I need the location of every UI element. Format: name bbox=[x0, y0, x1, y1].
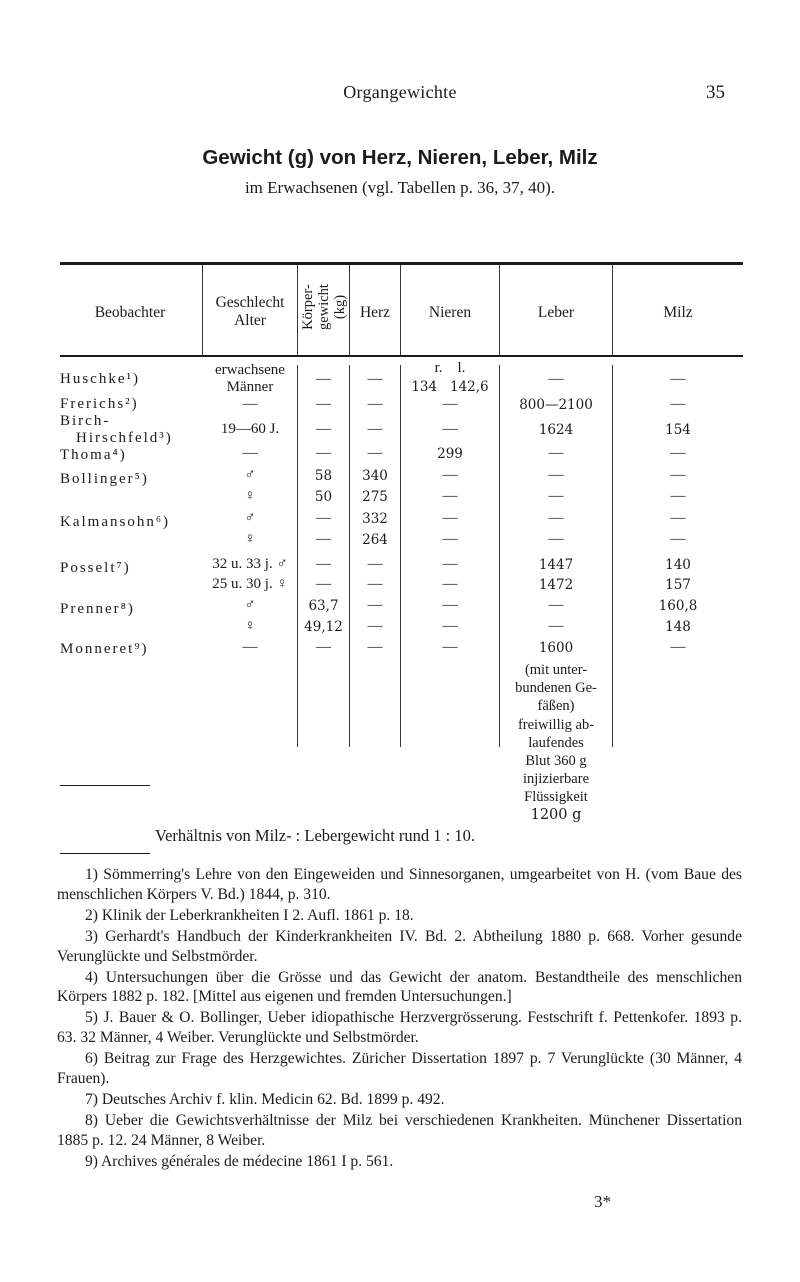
body-weight: — bbox=[316, 445, 331, 461]
observer-name: Bollinger⁵) bbox=[60, 471, 149, 487]
liver-weight: 1600 bbox=[538, 640, 574, 656]
sex-age: ♂ bbox=[244, 597, 256, 613]
spleen-weight: 160,8 bbox=[658, 598, 698, 614]
spleen-weight: — bbox=[670, 396, 686, 412]
spleen-weight: — bbox=[670, 488, 686, 504]
observer-name: Posselt⁷) bbox=[60, 560, 131, 576]
footnote: 1) Sömmerring's Lehre von den Eingeweiden und Sinnesorganen, umgearbeitet von H. (vom Baue des menschlichen Körpers V. Bd.) 1844, p. 310. bbox=[57, 866, 742, 903]
body-weight: — bbox=[316, 396, 331, 412]
page-number: 35 bbox=[706, 82, 725, 103]
body-weight: — bbox=[316, 576, 331, 592]
heart-weight: — bbox=[367, 618, 383, 634]
spleen-weight: — bbox=[670, 531, 686, 547]
observer-name: Monneret⁹) bbox=[60, 641, 149, 657]
liver-weight: 1472 bbox=[538, 577, 574, 593]
liver-weight: — bbox=[548, 618, 564, 634]
body-weight: 58 bbox=[314, 468, 333, 484]
footnote-rule bbox=[60, 853, 150, 854]
heart-weight: 340 bbox=[362, 468, 388, 484]
body-weight: — bbox=[316, 639, 331, 655]
spleen-weight: — bbox=[670, 639, 686, 655]
sex-age: — bbox=[242, 445, 258, 461]
sex-age: ♀ bbox=[244, 488, 256, 504]
header-liver: Leber bbox=[537, 304, 575, 321]
observer-name: Huschke¹) bbox=[60, 371, 140, 387]
footnote: 9) Archives générales de médecine 1861 I p. 561. bbox=[85, 1152, 394, 1170]
observer-name: Prenner⁸) bbox=[60, 601, 135, 617]
spleen-weight: — bbox=[670, 445, 686, 461]
spleen-weight: 154 bbox=[665, 422, 691, 438]
kidney-weight: — bbox=[442, 421, 458, 437]
kidney-weight: — bbox=[442, 556, 458, 572]
liver-weight: — bbox=[548, 597, 564, 613]
footnote: 8) Ueber die Gewichtsverhältnisse der Milz bei verschiedenen Krankheiten. Münchener Dissertation 1885 p. 12. 24 Männer, 8 Weiber. bbox=[57, 1111, 742, 1149]
table-bottom-rule bbox=[60, 785, 150, 786]
observer-name: Birch- bbox=[60, 413, 111, 429]
kidney-weight: 299 bbox=[437, 446, 463, 462]
kidney-weight: — bbox=[442, 576, 458, 592]
liver-weight: 1624 bbox=[538, 422, 574, 438]
kidney-weight: — bbox=[442, 510, 458, 526]
liver-note: (mit unter- bbox=[524, 662, 588, 678]
heart-weight: 332 bbox=[362, 511, 388, 527]
liver-note: bundenen Ge- bbox=[515, 680, 597, 696]
body-weight: 49,12 bbox=[304, 619, 343, 635]
kidney-weight: — bbox=[442, 488, 458, 504]
liver-weight: — bbox=[548, 371, 564, 387]
liver-note: laufendes bbox=[528, 735, 584, 751]
sex-age: ♀ bbox=[244, 531, 256, 547]
footnotes bbox=[57, 865, 742, 1173]
sex-age: 19—60 J. bbox=[220, 421, 280, 437]
liver-note: fäßen) bbox=[537, 698, 575, 714]
heart-weight: — bbox=[367, 421, 383, 437]
liver-note: freiwillig ab- bbox=[517, 717, 595, 733]
body-weight: — bbox=[316, 371, 331, 387]
body-weight: — bbox=[316, 556, 331, 572]
observer-name: Thoma⁴) bbox=[60, 447, 127, 463]
header-body-weight: Körper- gewicht (kg) bbox=[300, 284, 348, 330]
body-weight: 63,7 bbox=[308, 598, 339, 614]
observer-name: Frerichs²) bbox=[60, 396, 139, 412]
liver-weight: — bbox=[548, 510, 564, 526]
kidney-weight: — bbox=[442, 597, 458, 613]
header-heart: Herz bbox=[359, 304, 391, 321]
table-subtitle: im Erwachsenen (vgl. Tabellen p. 36, 37, 40). bbox=[244, 178, 556, 197]
liver-note: injizierbare bbox=[522, 771, 589, 787]
kidney-weight: — bbox=[442, 531, 458, 547]
spleen-weight: — bbox=[670, 467, 686, 483]
heart-weight: 275 bbox=[362, 489, 388, 505]
ratio-note: Verhältnis von Milz- : Lebergewicht rund 1 : 10. bbox=[155, 826, 476, 845]
signature-mark: 3* bbox=[594, 1192, 611, 1211]
sex-age: — bbox=[242, 639, 258, 655]
spleen-weight: 140 bbox=[665, 557, 691, 573]
sex-age: ♀ bbox=[244, 618, 256, 634]
sex-age: ♂ bbox=[244, 467, 256, 483]
heart-weight: 264 bbox=[362, 532, 388, 548]
kidney-side-labels: r. l. bbox=[434, 360, 466, 376]
body-weight: 50 bbox=[314, 489, 333, 505]
body-weight: — bbox=[316, 421, 331, 437]
table-top-rule bbox=[60, 262, 743, 265]
column-divider bbox=[297, 265, 298, 355]
heart-weight: — bbox=[367, 445, 383, 461]
observer-name: Kalmansohn⁶) bbox=[60, 514, 171, 530]
body-weight: — bbox=[316, 510, 331, 526]
liver-note: Flüssigkeit bbox=[524, 789, 588, 805]
liver-weight: 1447 bbox=[538, 557, 574, 573]
spleen-weight: 157 bbox=[665, 577, 691, 593]
liver-weight: — bbox=[548, 445, 564, 461]
sex-age: 32 u. 33 j. ♂ bbox=[212, 556, 288, 572]
running-head: Organgewichte bbox=[343, 82, 457, 102]
kidney-weight: — bbox=[442, 639, 458, 655]
heart-weight: — bbox=[367, 396, 383, 412]
heart-weight: — bbox=[367, 597, 383, 613]
spleen-weight: — bbox=[670, 510, 686, 526]
heart-weight: — bbox=[367, 556, 383, 572]
table-title: Gewicht (g) von Herz, Nieren, Leber, Milz bbox=[202, 146, 598, 169]
heart-weight: — bbox=[367, 639, 383, 655]
liver-note: 1200 g bbox=[530, 807, 582, 823]
liver-note: Blut 360 g bbox=[525, 753, 587, 769]
kidney-weight: — bbox=[442, 396, 458, 412]
header-kidneys: Nieren bbox=[428, 304, 472, 321]
heart-weight: — bbox=[367, 371, 383, 387]
footnote: 7) Deutsches Archiv f. klin. Medicin 62. Bd. 1899 p. 492. bbox=[85, 1090, 445, 1108]
liver-weight: — bbox=[548, 531, 564, 547]
table-header-rule bbox=[60, 355, 743, 357]
observer-name: Hirschfeld³) bbox=[76, 430, 173, 446]
liver-weight: — bbox=[548, 488, 564, 504]
sex-age: — bbox=[242, 396, 258, 412]
footnote: 6) Beitrag zur Frage des Herzgewichtes. Züricher Dissertation 1897 p. 7 Verunglückte (30 Männer, 4 Frauen). bbox=[57, 1050, 742, 1087]
header-observer: Beobachter bbox=[94, 304, 166, 321]
kidney-weight: 134 142,6 bbox=[411, 379, 489, 395]
sex-age: Männer bbox=[226, 379, 274, 395]
footnote: 5) J. Bauer & O. Bollinger, Ueber idiopathische Herzvergrösserung. Festschrift f. Pettenkofer. 1893 p. 63. 32 Männer, 4 Weiber. Verunglückte und Selbstmörder. bbox=[57, 1009, 742, 1047]
footnote: 3) Gerhardt's Handbuch der Kinderkrankheiten IV. Bd. 2. Abtheilung 1880 p. 668. Vorher gesunde Verunglückte und Selbstmörder. bbox=[57, 927, 742, 965]
kidney-weight: — bbox=[442, 618, 458, 634]
footnote: 4) Untersuchungen über die Grösse und das Gewicht der anatom. Bestandtheile des menschlichen Körpers 1882 p. 182. [Mittel aus eigenen und fremden Untersuchungen.] bbox=[57, 968, 742, 1006]
header-spleen: Milz bbox=[663, 304, 693, 321]
liver-weight: — bbox=[548, 467, 564, 483]
header-sex-age: Geschlecht Alter bbox=[215, 294, 285, 329]
body-weight: — bbox=[316, 531, 331, 547]
kidney-weight: — bbox=[442, 467, 458, 483]
sex-age: 25 u. 30 j. ♀ bbox=[212, 576, 288, 592]
sex-age: ♂ bbox=[244, 510, 256, 526]
spleen-weight: 148 bbox=[665, 619, 691, 635]
sex-age: erwachsene bbox=[215, 362, 285, 378]
liver-weight: 800—2100 bbox=[519, 397, 593, 413]
spleen-weight: — bbox=[670, 371, 686, 387]
footnote: 2) Klinik der Leberkrankheiten I 2. Aufl. 1861 p. 18. bbox=[85, 906, 414, 924]
heart-weight: — bbox=[367, 576, 383, 592]
